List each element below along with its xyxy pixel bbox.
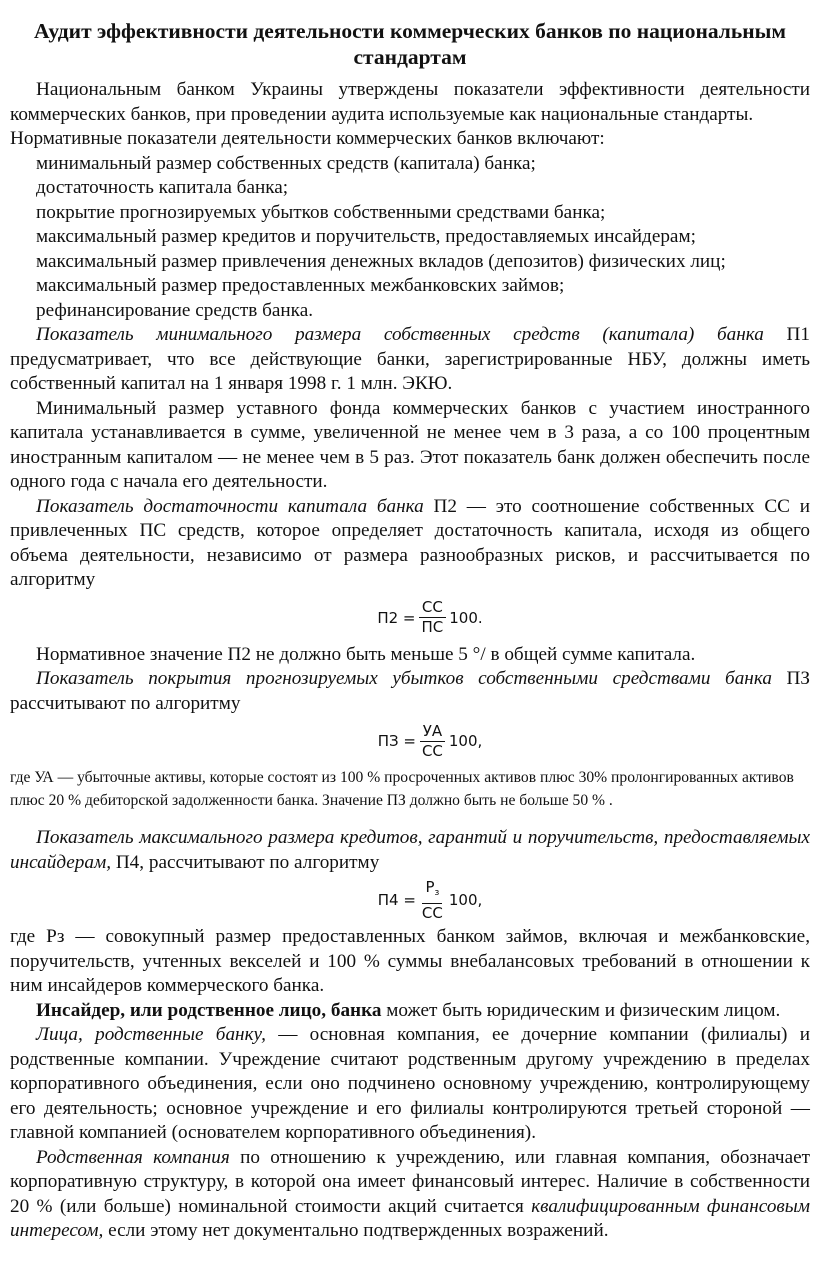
p4-paragraph: [10, 826, 810, 875]
list-item: покрытие прогнозируемых убытков собственными средствами банка;: [36, 201, 606, 223]
formula-rhs: 100,: [448, 891, 483, 909]
p3-italic: Показатель покрытия прогнозируемых убытков собственными средствами банка: [36, 668, 772, 689]
p7-text: по отношению к учреждению, или главная компания, обозначает корпоративную структуру, в которой она имеет финансовый интерес. Наличие в собственности 20 % (или больше) номинальной стоимости акций считается: [10, 1146, 810, 1217]
formula-numerator: [422, 879, 442, 904]
formula-lhs: ПЗ =: [377, 732, 416, 750]
p3-paragraph: [10, 667, 810, 716]
list-item: максимальный размер привлечения денежных вкладов (депозитов) физических лиц;: [36, 250, 726, 272]
p7-italic: Родственная компания: [36, 1146, 230, 1168]
formula-fraction: [419, 723, 446, 760]
formula-p2: [50, 593, 810, 643]
p5-text: может быть юридическим и физическим лицом.: [381, 999, 781, 1021]
p7-italic-2: квалифицированным финансовым интересом,: [10, 1195, 810, 1241]
p1-italic: Показатель минимального размера собственных средств (капитала) банка: [36, 324, 764, 345]
formula-numerator-sub: з: [434, 887, 440, 898]
p3-text: ПЗ рассчитывают по алгоритму: [10, 668, 810, 714]
p6-text: — основная компания, ее дочерние компании (филиалы) и родственные компании. Учреждение считают родственным другому учреждению в пределах корпоративного объединения, если оно подчинено основному учреждению, контролирующему его деятельность; основное учреждение и его филиалы контролируются третьей стороной — главной компанией (основателем корпоративного объединения).: [10, 1024, 810, 1143]
list-item: минимальный размер собственных средств (капитала) банка;: [36, 152, 536, 174]
p4-text: П4, рассчитывают по алгоритму: [111, 851, 380, 873]
p4-italic: Показатель максимального размера кредитов, гарантий и поручительств, предоставляемых инсайдерам,: [10, 827, 810, 873]
formula-lhs: П2 =: [377, 608, 416, 627]
formula-denominator: ПС: [421, 618, 444, 636]
list-item: максимальный размер кредитов и поручительств, предоставляемых инсайдерам;: [36, 226, 696, 247]
formula-lhs: П4 =: [377, 891, 416, 909]
p6-italic: Лица, родственные банку,: [36, 1024, 266, 1045]
intro-paragraph: Национальным банком Украины утверждены показатели эффективности деятельности коммерческих банков, при проведении аудита используемые как национальные стандарты.: [10, 79, 810, 125]
p2-text: П2 — это соотношение собственных СС и привлеченных ПС средств, которое определяет достаточность капитала, исходя из общего объема деятельности, независимо от размера разнообразных рисков, и рассчитывается по алгоритму: [10, 495, 811, 590]
p1b-paragraph: Минимальный размер уставного фонда коммерческих банков с участием иностранного капитала устанавливается в сумме, увеличенной не менее чем в 3 раза, а со 100 процентным иностранным капиталом — не менее чем в 5 раз. Этот показатель банк должен обеспечить после одного года с начала его деятельности.: [10, 397, 810, 492]
p5-paragraph: [10, 999, 810, 1024]
page-title: Аудит эффективности деятельности коммерческих банков по национальным стандартам: [33, 19, 787, 69]
formula-denominator: СС: [421, 741, 443, 760]
formula-denominator: СС: [421, 903, 443, 922]
p3b-paragraph: где УА — убыточные активы, которые состоят из 100 % просроченных активов плюс 30% пролонгированных активов плюс 20 % дебиторской задолженности банка. Значение ПЗ должно быть не больше 50 % .: [10, 769, 794, 809]
formula-rhs: 100.: [449, 608, 483, 627]
p7-paragraph: [10, 1146, 810, 1244]
p6-paragraph: [10, 1023, 810, 1146]
p4b-paragraph: где Рз — совокупный размер предоставленных банком займов, включая и межбанковские, поручительств, учтенных векселей и 100 % суммы внебалансовых требований в отношении к ним инсайдеров коммерческого банка.: [10, 926, 810, 996]
formula-fraction: [419, 599, 447, 636]
formula-p3: [50, 716, 810, 766]
p1-text: П1 предусматривает, что все действующие банки, зарегистрированные НБУ, должны иметь собственный капитал на 1 января 1998 г. 1 млн. ЭКЮ.: [10, 324, 810, 394]
formula-fraction: [419, 879, 446, 922]
list-intro: Нормативные показатели деятельности коммерческих банков включают:: [10, 128, 605, 149]
formula-numerator: СС: [419, 599, 446, 618]
formula-numerator: УА: [420, 723, 445, 742]
formula-p4: [50, 875, 810, 925]
p5-bold: Инсайдер, или родственное лицо, банка: [36, 999, 382, 1021]
formula-rhs: 100,: [448, 732, 483, 750]
p2-italic: Показатель достаточности капитала банка: [36, 495, 424, 517]
p2b-paragraph: Нормативное значение П2 не должно быть меньше 5 °/ в общей сумме капитала.: [36, 643, 696, 665]
list-item: максимальный размер предоставленных межбанковских займов;: [36, 275, 565, 296]
p7-text-2: если этому нет документально подтвержденных возражений.: [103, 1220, 609, 1241]
p1-paragraph: [10, 323, 810, 397]
list-item: достаточность капитала банка;: [36, 177, 289, 198]
p2-paragraph: [10, 495, 810, 593]
list-item: рефинансирование средств банка.: [36, 299, 314, 321]
document-page: [10, 18, 810, 1244]
formula-numerator-base: Р: [425, 877, 435, 896]
